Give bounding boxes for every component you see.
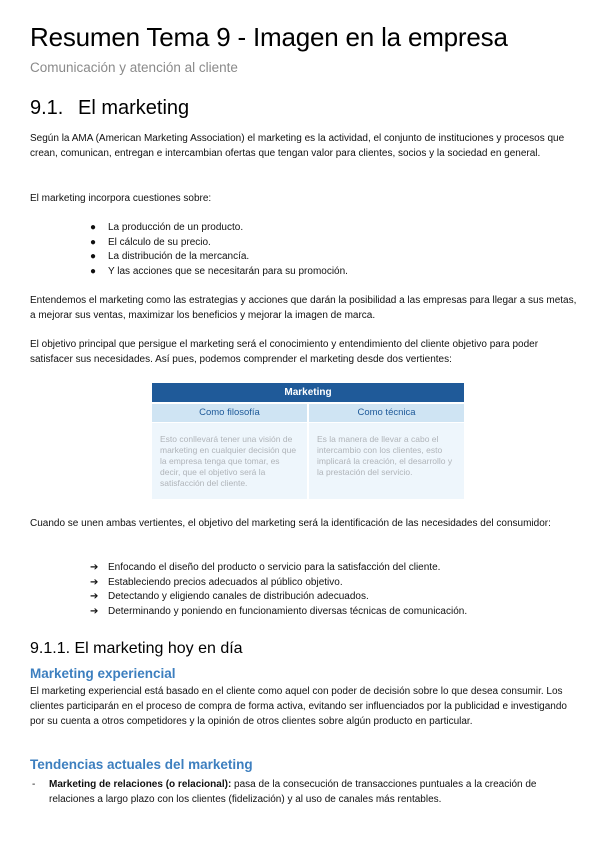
tendencias-list-item <box>30 777 582 807</box>
subsection-heading: 9.1.1. El marketing hoy en día <box>30 640 243 657</box>
incorpora-list <box>90 221 348 279</box>
table-cell-tecnica: Es la manera de llevar a cabo el intercambio con los clientes, esto implicará la creación, el desarrollo y la prestación del servicio. <box>309 423 464 499</box>
section-heading <box>30 97 189 120</box>
arrow-icon: ➔ <box>90 576 99 588</box>
table-column-headers <box>152 404 464 422</box>
list-item: ● Y las acciones que se necesitarán para su promoción. <box>90 265 348 280</box>
list-item: ● La producción de un producto. <box>90 221 348 236</box>
incorpora-paragraph: El marketing incorpora cuestiones sobre: <box>30 193 212 204</box>
list-item: ➔ Enfocando el diseño del producto o servicio para la satisfacción del cliente. <box>90 561 467 576</box>
document-title: Resumen Tema 9 - Imagen en la empresa <box>30 22 508 52</box>
table-header: Marketing <box>152 383 464 402</box>
column-header-filosofia: Como filosofía <box>152 404 307 422</box>
bullet-icon: ● <box>90 222 97 233</box>
bullet-icon: ● <box>90 236 97 248</box>
bullet-icon: ● <box>90 251 97 262</box>
list-item: ● La distribución de la mercancía. <box>90 250 348 265</box>
list-item: ● El cálculo de su precio. <box>90 236 348 251</box>
experiencial-paragraph: El marketing experiencial está basado en el cliente como aquel con poder de decisión sobre lo que desea consumir. Los clientes participarán en el proceso de compra de forma activa, evitando ser influenciados por la publicidad e investigando por su cuenta a otros competidores y la opinión de otros clientes sobre algún producto en particular. <box>30 686 567 727</box>
arrow-icon: ➔ <box>90 562 99 573</box>
list-item: ➔ Estableciendo precios adecuados al público objetivo. <box>90 576 467 591</box>
marketing-table <box>152 383 464 499</box>
table-cell-filosofia: Esto conllevará tener una visión de marketing en cualquier decisión que la empresa tenga que tomar, es decir, que el objetivo será la satisfacción del cliente. <box>152 423 307 499</box>
experiencial-heading: Marketing experiencial <box>30 666 176 681</box>
objetivo-paragraph: El objetivo principal que persigue el marketing será el conocimiento y entendimiento del cliente objetivo para poder satisfacer sus necesidades. Así pues, podemos comprender el marketing desde dos vertientes: <box>30 339 539 365</box>
tendencia-description: pasa de la consecución de transacciones puntuales a la creación de relaciones a largo plazo con los clientes (fidelización) y al uso de canales más rentables. <box>49 779 537 805</box>
bullet-icon: ● <box>90 265 97 277</box>
entendemos-paragraph: Entendemos el marketing como las estrategias y acciones que darán la posibilidad a las empresas para llegar a sus metas, a mejorar sus ventas, maximizar los beneficios y mejorar la imagen de marca. <box>30 295 577 321</box>
table-body <box>152 423 464 499</box>
list-item: ➔ Detectando y eligiendo canales de distribución adecuados. <box>90 590 467 605</box>
union-list <box>90 561 467 619</box>
section-number: 9.1. <box>30 97 64 119</box>
document-subtitle: Comunicación y atención al cliente <box>30 60 238 75</box>
section-title: El marketing <box>78 97 190 119</box>
list-item: ➔ Determinando y poniendo en funcionamiento diversas técnicas de comunicación. <box>90 605 467 620</box>
column-header-tecnica: Como técnica <box>309 404 464 422</box>
tendencias-heading: Tendencias actuales del marketing <box>30 757 253 772</box>
arrow-icon: ➔ <box>90 605 99 617</box>
union-paragraph: Cuando se unen ambas vertientes, el objetivo del marketing será la identificación de las necesidades del consumidor: <box>30 518 551 529</box>
intro-paragraph: Según la AMA (American Marketing Association) el marketing es la actividad, el conjunto de instituciones y procesos que crean, comunican, entregan e intercambian ofertas que tengan valor para clientes, socios y la sociedad en general. <box>30 133 565 159</box>
arrow-icon: ➔ <box>90 591 99 602</box>
tendencia-term: Marketing de relaciones (o relacional): <box>49 779 232 790</box>
dash-icon: - <box>32 779 36 790</box>
